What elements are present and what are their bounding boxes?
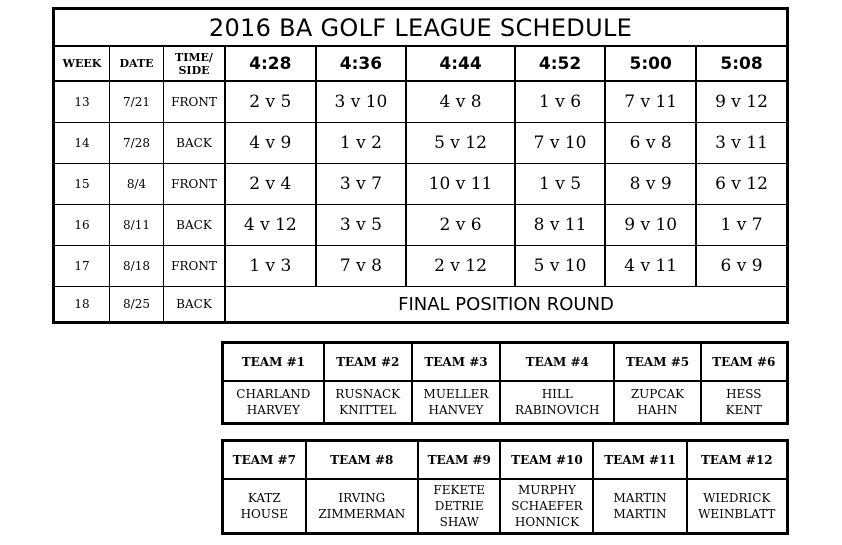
week-cell: 17	[54, 246, 110, 287]
match-cell: 4 v 11	[605, 246, 696, 287]
week-cell: 13	[54, 81, 110, 123]
team-members	[324, 381, 412, 424]
side-cell: BACK	[164, 205, 226, 246]
team-label: TEAM #1	[223, 343, 324, 382]
side-cell: FRONT	[164, 164, 226, 205]
team-member: FEKETE	[433, 483, 485, 497]
time-header-4: 4:52	[515, 46, 606, 81]
team-member: SCHAEFER	[511, 499, 583, 513]
team-member: RABINOVICH	[515, 403, 600, 417]
team-member: MARTIN	[613, 491, 667, 505]
teams-table-2	[221, 439, 789, 535]
time-side-header-bottom: SIDE	[178, 63, 210, 77]
time-header-3: 4:44	[406, 46, 515, 81]
match-cell: 1 v 5	[515, 164, 606, 205]
team-label: TEAM #5	[614, 343, 700, 382]
time-header-5: 5:00	[605, 46, 696, 81]
match-cell: 2 v 4	[225, 164, 316, 205]
match-cell: 3 v 7	[316, 164, 407, 205]
date-cell: 7/21	[110, 81, 164, 123]
date-cell: 8/25	[110, 287, 164, 323]
team-member: KATZ	[247, 491, 281, 505]
team-member: KENT	[725, 403, 762, 417]
match-cell: 3 v 11	[696, 123, 787, 164]
week-cell: 15	[54, 164, 110, 205]
team-member: ZIMMERMAN	[318, 507, 406, 521]
week-header: WEEK	[54, 46, 110, 81]
date-header-label: DATE	[119, 57, 154, 70]
match-cell: 7 v 11	[605, 81, 696, 123]
team-member: HAHN	[637, 403, 678, 417]
teams-table-1	[221, 341, 789, 425]
team-members	[306, 479, 418, 534]
team-label: TEAM #8	[306, 441, 418, 480]
time-header-6: 5:08	[696, 46, 787, 81]
team-label: TEAM #11	[593, 441, 686, 480]
match-cell: 1 v 2	[316, 123, 407, 164]
team-label: TEAM #4	[500, 343, 614, 382]
team-member: HOUSE	[240, 507, 288, 521]
match-cell: 7 v 10	[515, 123, 606, 164]
schedule-table	[52, 7, 789, 324]
schedule-row-week-17	[54, 246, 788, 287]
match-cell: 10 v 11	[406, 164, 515, 205]
team-label: TEAM #9	[418, 441, 500, 480]
schedule-row-week-18	[54, 287, 788, 323]
schedule-row-week-14	[54, 123, 788, 164]
match-cell: 6 v 9	[696, 246, 787, 287]
side-cell: BACK	[164, 287, 226, 323]
time-header-1: 4:28	[225, 46, 316, 81]
match-cell: 3 v 5	[316, 205, 407, 246]
teams-members-row	[223, 381, 788, 424]
team-members	[614, 381, 700, 424]
team-members	[701, 381, 788, 424]
match-cell: 2 v 5	[225, 81, 316, 123]
team-member: CHARLAND	[236, 387, 311, 401]
team-label: TEAM #12	[687, 441, 788, 480]
match-cell: 5 v 12	[406, 123, 515, 164]
teams-header-row	[223, 343, 788, 382]
team-member: IRVING	[338, 491, 386, 505]
team-members	[412, 381, 500, 424]
schedule-row-week-15	[54, 164, 788, 205]
schedule-row-week-16	[54, 205, 788, 246]
match-cell: 1 v 3	[225, 246, 316, 287]
date-cell: 8/18	[110, 246, 164, 287]
team-label: TEAM #10	[500, 441, 593, 480]
date-cell: 8/11	[110, 205, 164, 246]
team-members	[418, 479, 500, 534]
team-members	[687, 479, 788, 534]
team-member: WEINBLATT	[698, 507, 776, 521]
side-cell: FRONT	[164, 81, 226, 123]
schedule-row-week-13	[54, 81, 788, 123]
match-cell: 3 v 10	[316, 81, 407, 123]
match-cell: 4 v 9	[225, 123, 316, 164]
teams-members-row	[223, 479, 788, 534]
match-cell: 5 v 10	[515, 246, 606, 287]
match-cell: 2 v 6	[406, 205, 515, 246]
match-cell: 1 v 7	[696, 205, 787, 246]
side-cell: FRONT	[164, 246, 226, 287]
match-cell: 1 v 6	[515, 81, 606, 123]
team-members	[500, 381, 614, 424]
team-members	[223, 479, 306, 534]
schedule-title: 2016 BA GOLF LEAGUE SCHEDULE	[54, 9, 788, 47]
team-label: TEAM #7	[223, 441, 306, 480]
date-header	[110, 46, 164, 81]
week-cell: 14	[54, 123, 110, 164]
team-member: RUSNACK	[335, 387, 401, 401]
date-cell: 7/28	[110, 123, 164, 164]
team-label: TEAM #3	[412, 343, 500, 382]
side-cell: BACK	[164, 123, 226, 164]
team-member: HANVEY	[428, 403, 484, 417]
match-cell: 8 v 9	[605, 164, 696, 205]
team-members	[593, 479, 686, 534]
team-label: TEAM #2	[324, 343, 412, 382]
match-cell: 9 v 10	[605, 205, 696, 246]
team-members	[500, 479, 593, 534]
team-member: KNITTEL	[339, 403, 397, 417]
match-cell: 4 v 8	[406, 81, 515, 123]
team-member: DETRIE	[434, 499, 484, 513]
team-member: WIEDRICK	[703, 491, 771, 505]
match-cell: 8 v 11	[515, 205, 606, 246]
match-cell: 2 v 12	[406, 246, 515, 287]
match-cell: 9 v 12	[696, 81, 787, 123]
team-members	[223, 381, 324, 424]
team-member: HARVEY	[246, 403, 300, 417]
match-cell: 4 v 12	[225, 205, 316, 246]
team-member: HONNICK	[514, 515, 580, 529]
team-member: MARTIN	[613, 507, 667, 521]
team-member: ZUPCAK	[630, 387, 685, 401]
teams-header-row	[223, 441, 788, 480]
match-cell: 6 v 8	[605, 123, 696, 164]
week-cell: 18	[54, 287, 110, 323]
team-member: HESS	[726, 387, 762, 401]
time-side-header-top: TIME/	[175, 50, 213, 64]
match-cell: 7 v 8	[316, 246, 407, 287]
match-cell: 6 v 12	[696, 164, 787, 205]
week-cell: 16	[54, 205, 110, 246]
time-header-2: 4:36	[316, 46, 407, 81]
schedule-header-row	[54, 46, 788, 81]
team-member: MURPHY	[518, 483, 576, 497]
team-member: HILL	[541, 387, 573, 401]
time-side-header	[164, 46, 226, 81]
final-position-round: FINAL POSITION ROUND	[225, 287, 788, 323]
date-cell: 8/4	[110, 164, 164, 205]
team-member: MUELLER	[423, 387, 489, 401]
team-member: SHAW	[439, 515, 479, 529]
team-label: TEAM #6	[701, 343, 788, 382]
